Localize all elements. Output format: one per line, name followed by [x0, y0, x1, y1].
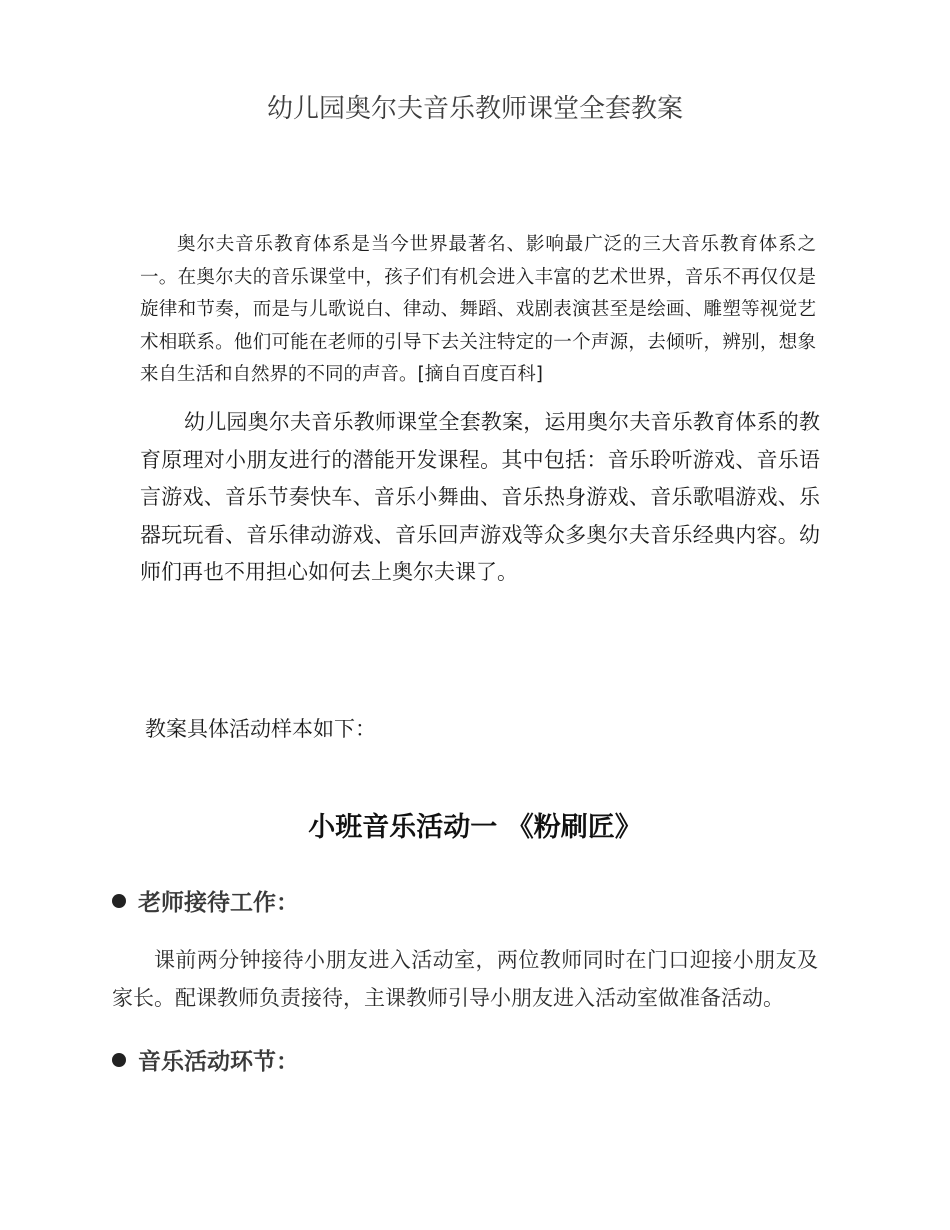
document-title: 幼儿园奥尔夫音乐教师课堂全套教案 — [266, 94, 683, 124]
description-paragraph: 幼儿园奥尔夫音乐教师课堂全套教案，运用奥尔夫音乐教育体系的教育原理对小朋友进行的潜能开发课程。其中包括：音乐聆听游戏、音乐语言游戏、音乐节奏快车、音乐小舞曲、音乐热身游戏、音乐歌唱游戏、乐器玩玩看、音乐律动游戏、音乐回声游戏等众多奥尔夫音乐经典内容。幼师们再也不用担心如何去上奥尔夫课了。 — [140, 410, 820, 584]
intro-paragraph: 奥尔夫音乐教育体系是当今世界最著名、影响最广泛的三大音乐教育体系之一。在奥尔夫的音乐课堂中，孩子们有机会进入丰富的艺术世界，音乐不再仅仅是旋律和节奏，而是与儿歌说白、律动、舞蹈、戏剧表演甚至是绘画、雕塑等视觉艺术相联系。他们可能在老师的引导下去关注特定的一个声源，去倾听，辨别，想象来自生活和自然界的不同的声音。[摘自百度百科] — [140, 234, 816, 385]
bullet-icon — [112, 894, 126, 908]
activity-title: 小班音乐活动一 《粉刷匠》 — [308, 812, 642, 843]
bullet-icon — [112, 1053, 126, 1067]
section-heading-reception — [112, 884, 299, 917]
section-heading-label: 音乐活动环节： — [138, 1049, 299, 1075]
sample-label: 教案具体活动样本如下： — [145, 717, 376, 741]
reception-paragraph: 课前两分钟接待小朋友进入活动室，两位教师同时在门口迎接小朋友及家长。配课教师负责接待，主课教师引导小朋友进入活动室做准备活动。 — [112, 948, 818, 1010]
section-heading-activity — [112, 1043, 299, 1076]
section-heading-label: 老师接待工作： — [138, 890, 299, 916]
